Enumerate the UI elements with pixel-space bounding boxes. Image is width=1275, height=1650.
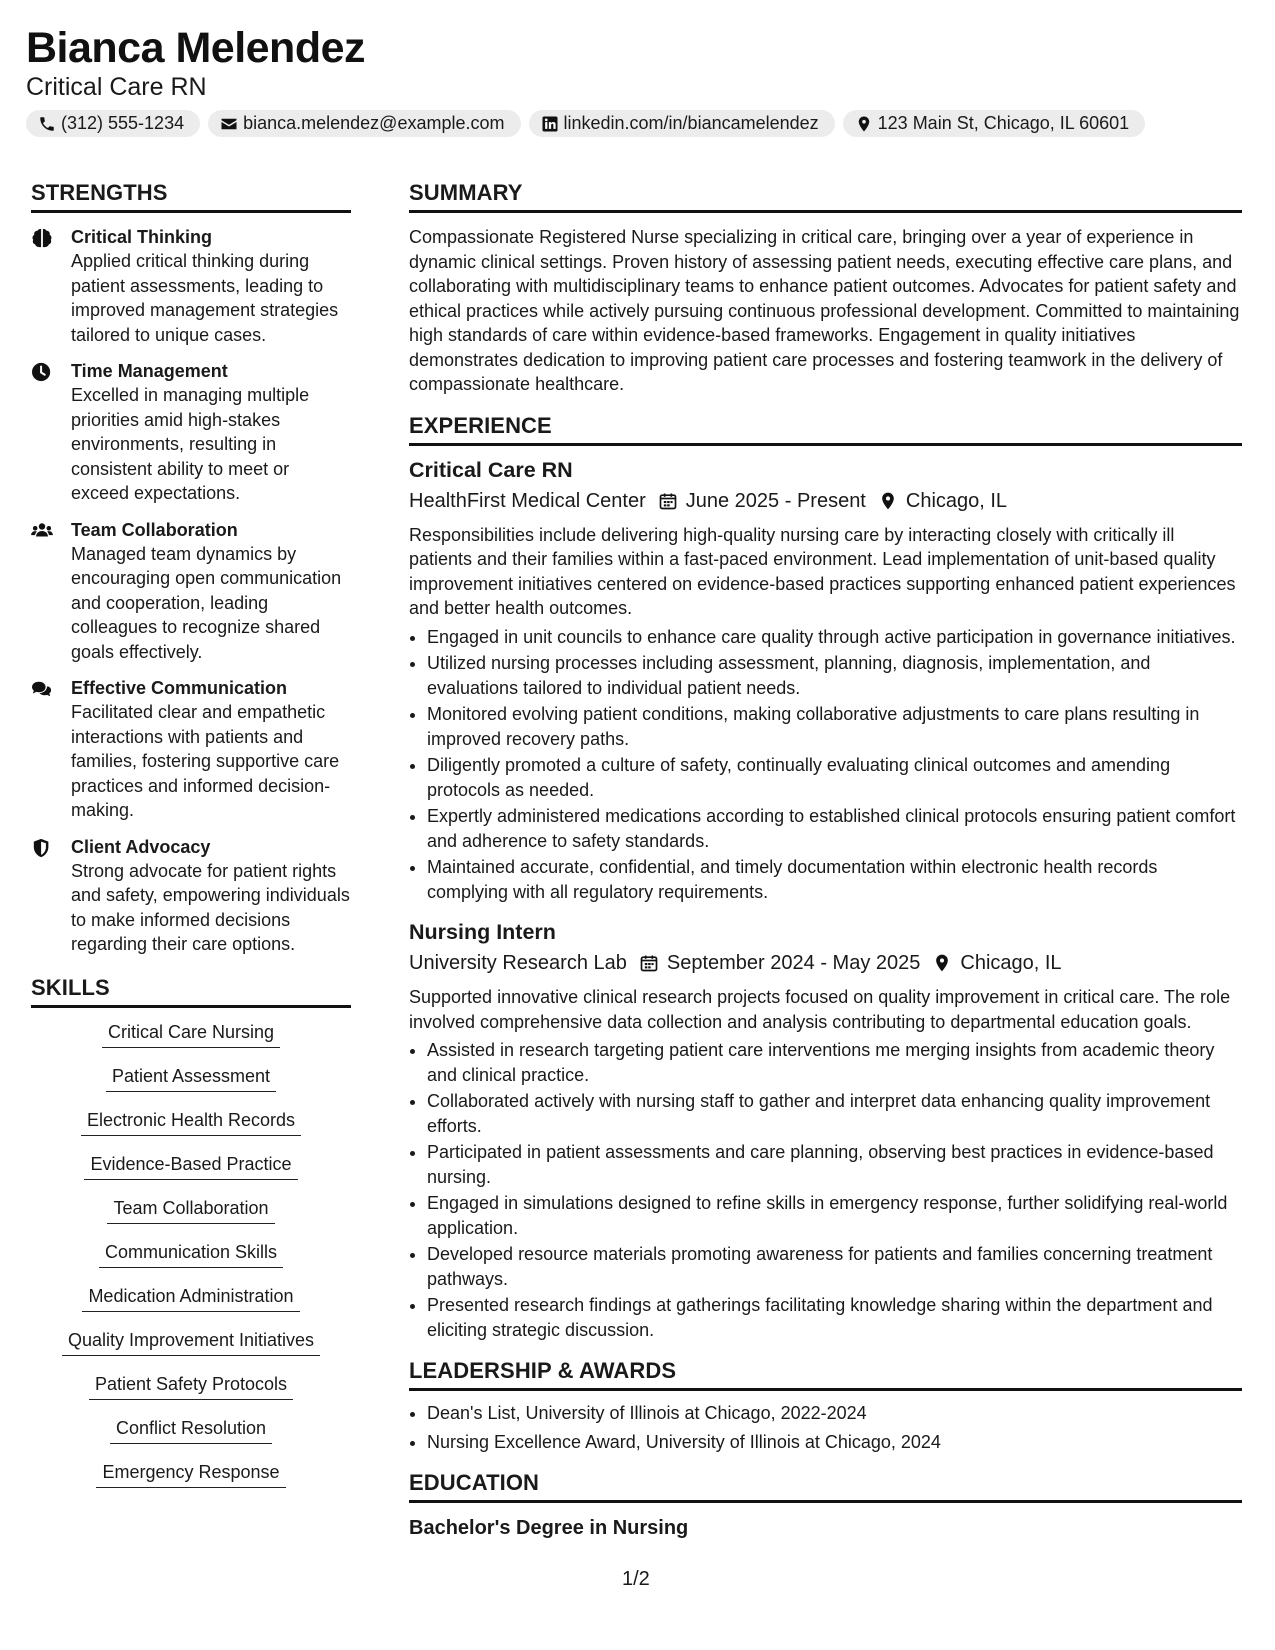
strength-item (31, 359, 351, 506)
strength-description: Excelled in managing multiple priorities amid high-stakes environments, resulting in consistent ability to meet or exceed expectations. (71, 385, 310, 503)
job-bullet: • Engaged in simulations designed to refine skills in emergency response, further solidifying real-world application. (427, 1191, 1242, 1240)
job-bullet: • Engaged in unit councils to enhance care quality through active participation in governance initiatives. (427, 625, 1242, 650)
experience-heading: EXPERIENCE (409, 411, 1242, 446)
candidate-name: Bianca Melendez (26, 24, 365, 72)
contact-email-text: bianca.melendez@example.com (243, 113, 505, 133)
skills-heading: SKILLS (31, 973, 351, 1008)
brain-icon (31, 228, 53, 248)
job-company: HealthFirst Medical Center (409, 489, 646, 512)
job-meta (409, 949, 1242, 977)
map-marker-icon (878, 491, 898, 511)
skill-list (31, 1020, 351, 1504)
job-bullet: • Collaborated actively with nursing staff to gather and interpret data enhancing quality improvement efforts. (427, 1089, 1242, 1138)
job-meta (409, 487, 1242, 515)
job-description: Supported innovative clinical research projects focused on quality improvement in critical care. The role involved comprehensive data collection and analysis contributing to departmental education goals. (409, 987, 1231, 1032)
job-bullet: • Utilized nursing processes including assessment, planning, diagnosis, implementation, and evaluations tailored to individual patient needs. (427, 651, 1242, 700)
job-title: Critical Care RN (409, 457, 573, 482)
skill-item: Patient Assessment (106, 1064, 276, 1092)
education-heading: EDUCATION (409, 1468, 1242, 1503)
strength-item (31, 225, 351, 347)
shield-icon (31, 838, 53, 858)
summary-text: Compassionate Registered Nurse specializing in critical care, bringing over a year of experience in dynamic clinical settings. Proven history of assessing patient needs, executing effective care plans, and collaborating with multidisciplinary teams to enhance patient outcomes. Advocates for patient safety and ethical practices while actively pursuing continuous professional development. Committed to maintaining high standards of care within evidence-based frameworks. Engagement in quality initiatives demonstrates dedication to improving patient care processes and fostering teamwork in the delivery of compassionate healthcare. (409, 227, 1240, 394)
skill-item: Team Collaboration (107, 1196, 274, 1224)
strength-item (31, 835, 351, 957)
job-bullet: • Presented research findings at gatherings facilitating knowledge sharing within the department and eliciting strategic discussion. (427, 1293, 1242, 1342)
strength-title: Client Advocacy (71, 836, 211, 857)
job-title: Nursing Intern (409, 920, 556, 944)
skill-item: Medication Administration (82, 1284, 299, 1312)
left-column (31, 178, 351, 1504)
award-item: • Nursing Excellence Award, University of Illinois at Chicago, 2024 (427, 1430, 1242, 1455)
skill-item: Evidence-Based Practice (84, 1152, 297, 1180)
calendar-icon (639, 953, 659, 973)
awards-section (409, 1356, 1242, 1454)
strength-description: Strong advocate for patient rights and safety, empowering individuals to make informed decisions regarding their care options. (71, 860, 350, 954)
strength-title: Team Collaboration (71, 519, 238, 540)
job-location: Chicago, IL (960, 952, 1062, 974)
job-dates: September 2024 - May 2025 (666, 952, 921, 974)
awards-heading: LEADERSHIP & AWARDS (409, 1356, 1242, 1391)
skill-item: Quality Improvement Initiatives (62, 1328, 320, 1356)
strength-item (31, 676, 351, 823)
page-number: 1/2 (622, 1568, 650, 1590)
strength-item (31, 518, 351, 665)
skill-item: Emergency Response (96, 1460, 285, 1488)
resume-header (26, 22, 1145, 137)
job-entry (409, 918, 1242, 1342)
calendar-icon (658, 491, 678, 511)
education-section (409, 1468, 1242, 1541)
candidate-title: Critical Care RN (26, 73, 207, 101)
skill-item: Communication Skills (99, 1240, 283, 1268)
award-item: • Dean's List, University of Illinois at Chicago, 2022-2024 (427, 1401, 1242, 1426)
skill-item: Critical Care Nursing (102, 1020, 280, 1048)
contact-phone[interactable] (26, 110, 200, 137)
strength-description: Managed team dynamics by encouraging open communication and cooperation, leading colleagues to recognize shared goals effectively. (71, 543, 342, 662)
skills-section (31, 973, 351, 1504)
education-degree: Bachelor's Degree in Nursing (409, 1517, 689, 1539)
job-bullet: • Maintained accurate, confidential, and timely documentation within electronic health records complying with all regulatory requirements. (427, 855, 1242, 904)
job-description: Responsibilities include delivering high-quality nursing care by interacting closely with critically ill patients and their families within a fast-paced environment. Lead implementation of unit-based quality improvement initiatives centered on evidence-based practices supporting enhanced patient experiences and better health outcomes. (409, 524, 1236, 618)
users-icon (31, 521, 53, 541)
job-dates: June 2025 - Present (685, 489, 866, 512)
strength-description: Applied critical thinking during patient assessments, leading to improved management strategies tailored to unique cases. (71, 251, 339, 345)
job-bullet: • Developed resource materials promoting awareness for patients and families concerning treatment pathways. (427, 1242, 1242, 1291)
contact-address[interactable] (843, 110, 1146, 137)
strength-title: Critical Thinking (71, 227, 213, 247)
job-bullet: • Monitored evolving patient conditions, making collaborative adjustments to care plans resulting in improved recovery paths. (427, 702, 1242, 751)
skill-item: Electronic Health Records (81, 1108, 301, 1136)
map-marker-icon (932, 953, 952, 973)
job-bullet: • Assisted in research targeting patient care interventions me merging insights from academic theory and clinical practice. (427, 1038, 1242, 1087)
contact-email[interactable] (208, 110, 520, 137)
contact-linkedin-text: linkedin.com/in/biancamelendez (563, 113, 819, 133)
job-bullets (409, 1038, 1242, 1342)
skill-item: Patient Safety Protocols (89, 1372, 293, 1400)
job-bullet: • Diligently promoted a culture of safety, continually evaluating clinical outcomes and amending protocols as needed. (427, 753, 1242, 802)
job-bullets (409, 625, 1242, 905)
job-bullet: • Expertly administered medications according to established clinical protocols ensuring patient comfort and adherence to safety standards. (427, 804, 1242, 853)
strength-title: Effective Communication (71, 678, 288, 698)
envelope-icon (220, 115, 238, 133)
clock-icon (31, 362, 53, 382)
strengths-heading: STRENGTHS (31, 178, 351, 213)
job-entry (409, 456, 1242, 905)
summary-heading: SUMMARY (409, 178, 1242, 213)
comments-icon (31, 679, 53, 699)
map-marker-icon (855, 115, 873, 133)
phone-icon (38, 115, 56, 133)
contact-bar (26, 110, 1145, 137)
strength-description: Facilitated clear and empathetic interactions with patients and families, fostering supportive care practices and informed decision-making. (71, 702, 340, 820)
contact-address-text: 123 Main St, Chicago, IL 60601 (877, 113, 1130, 133)
contact-phone-text: (312) 555-1234 (61, 113, 185, 133)
job-bullet: • Participated in patient assessments and care planning, observing best practices in evidence-based nursing. (427, 1140, 1242, 1189)
strength-title: Time Management (71, 361, 228, 381)
job-company: University Research Lab (409, 952, 627, 974)
linkedin-icon (541, 115, 559, 133)
skill-item: Conflict Resolution (110, 1416, 272, 1444)
awards-list (409, 1401, 1242, 1454)
right-column (409, 178, 1242, 1541)
contact-linkedin[interactable] (529, 110, 835, 137)
job-location: Chicago, IL (905, 489, 1008, 512)
